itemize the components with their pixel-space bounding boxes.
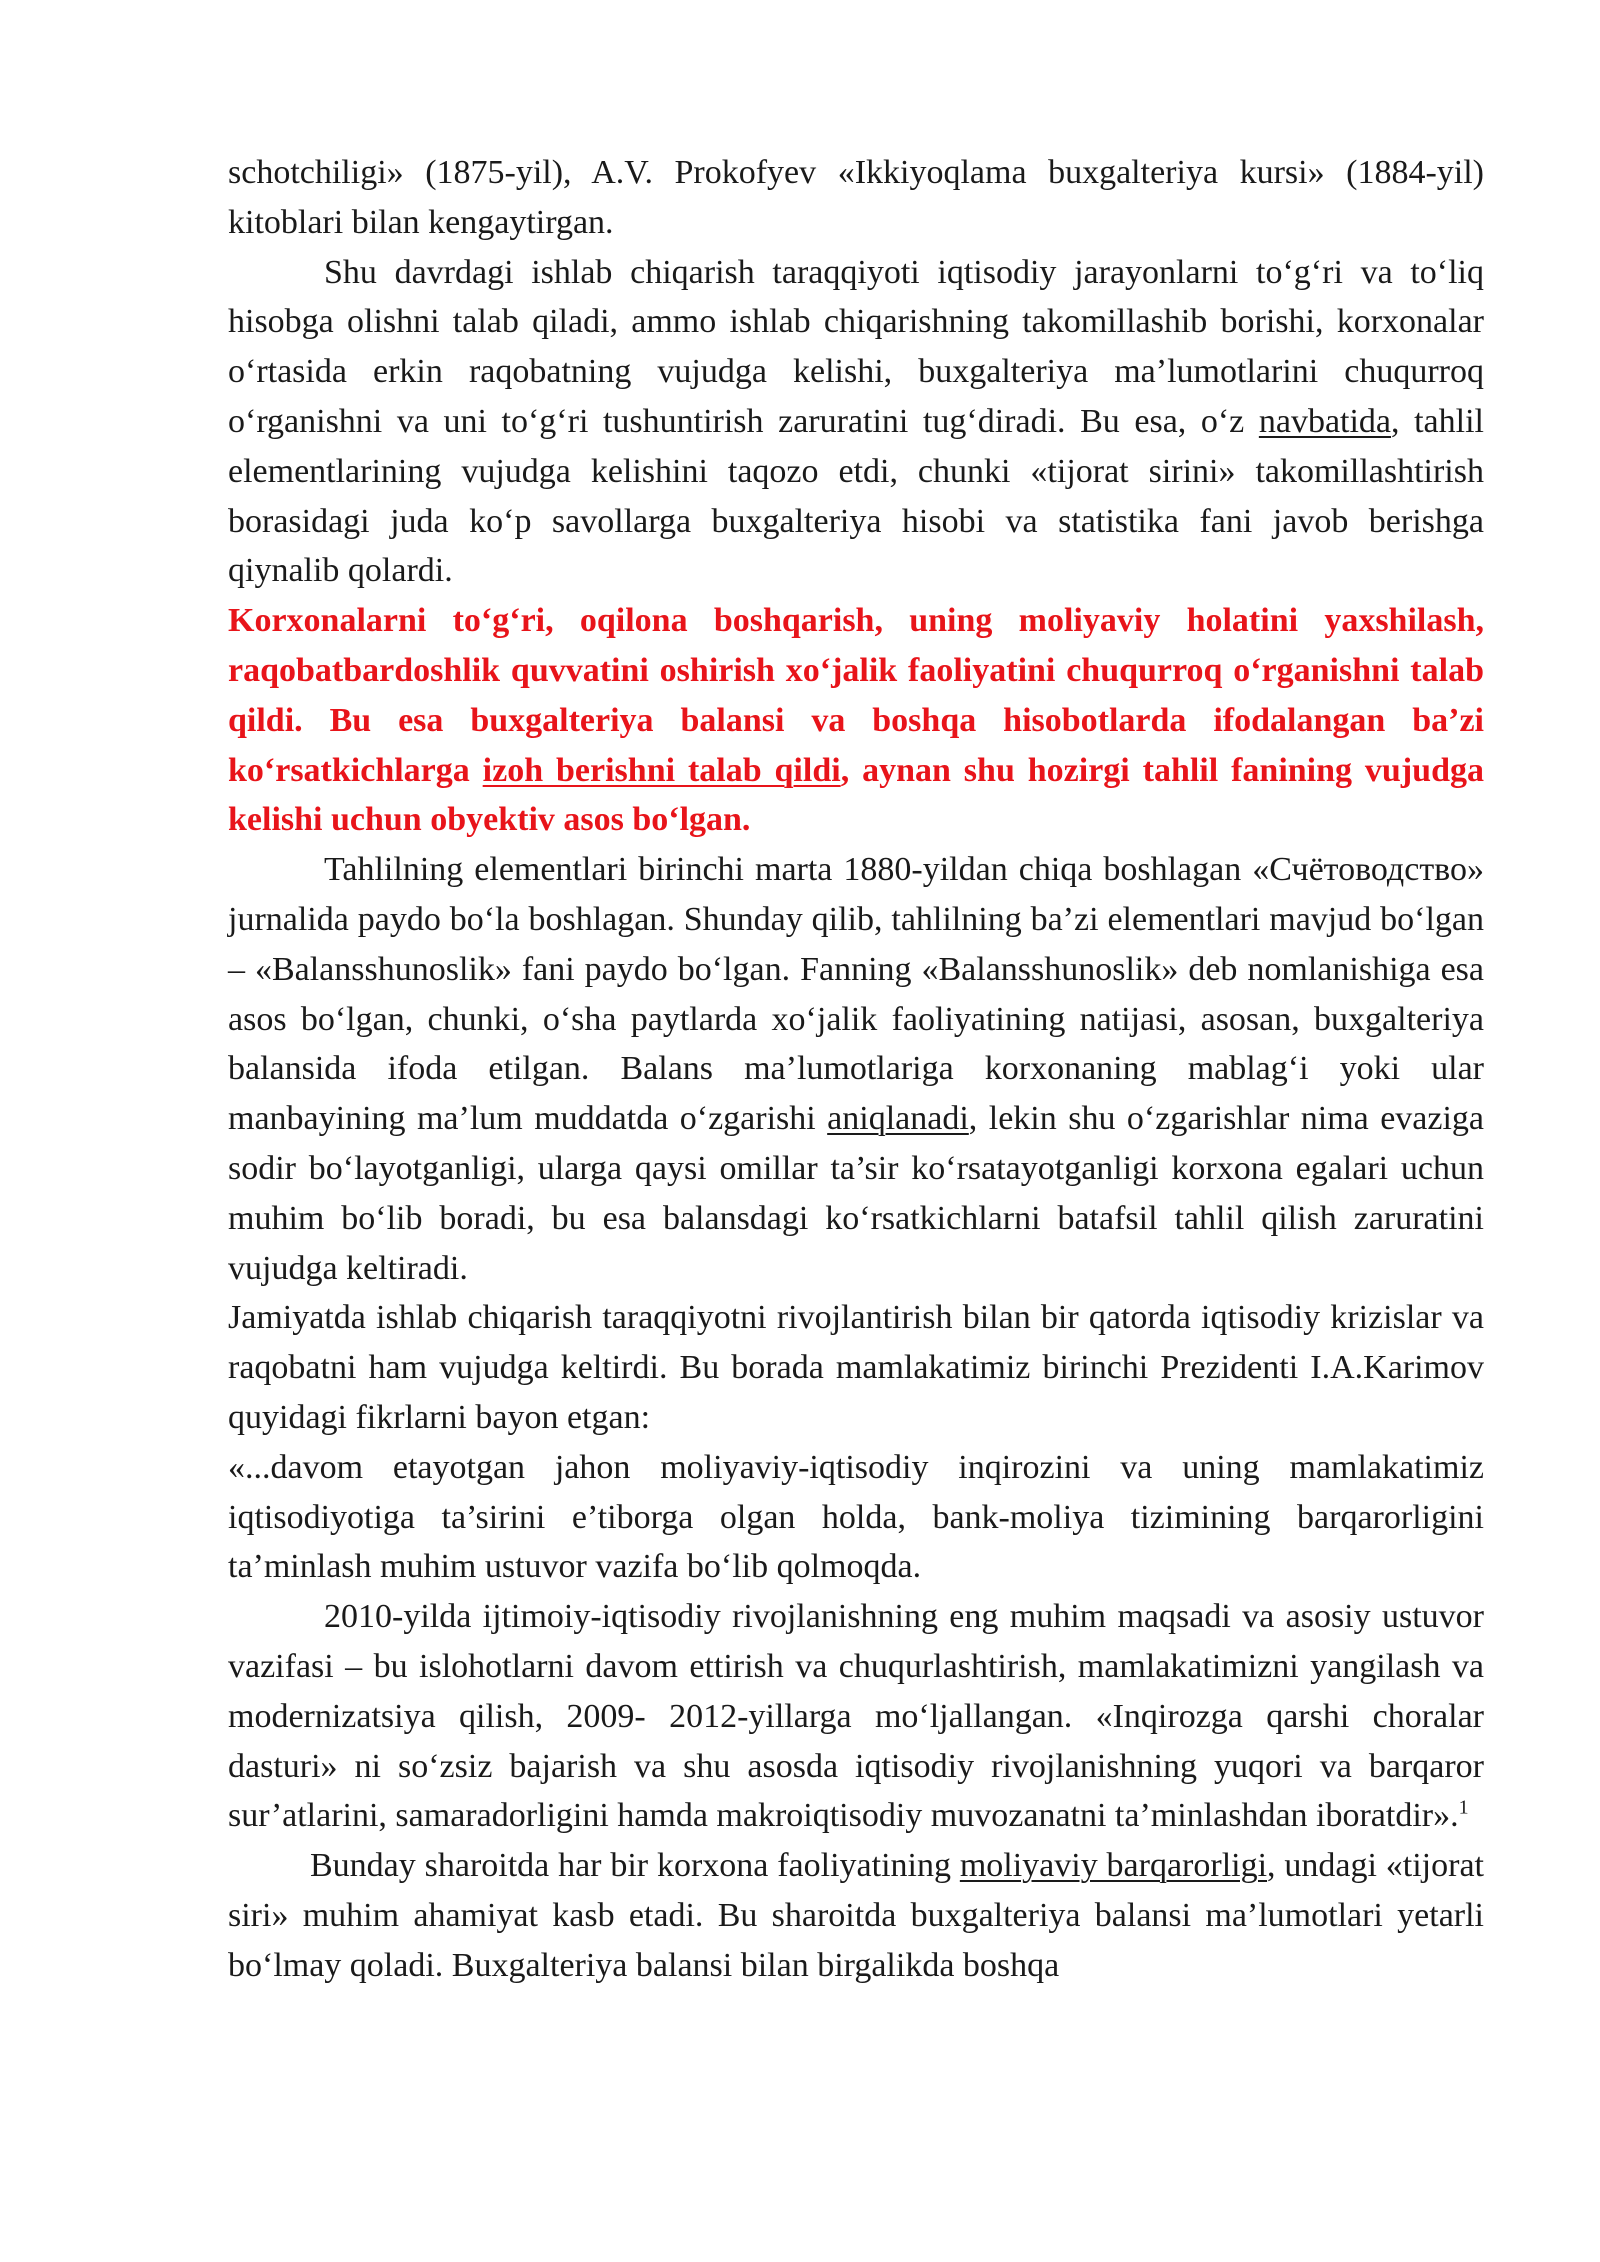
quote-paragraph-text: «...davom etayotgan jahon moliyaviy-iqtisodiy inqirozini va uning mamlakatimiz iqtisodiyotiga ta’sirini e’tiborga olgan holda, bank-moliya tizimining barqarorligini ta’minlash muhim ustuvor vazifa bo‘lib qolmoqda. [228,1448,1484,1586]
quote-paragraph [228,1443,1484,1592]
paragraph-8-underlined: moliyaviy barqarorligi [959,1847,1268,1885]
paragraph-1-text: schotchiligi» (1875-yil), A.V. Prokofyev «Ikkiyoqlama buxgalteriya kursi» (1884-yil) kitoblari bilan kengaytirgan. [228,154,1484,241]
paragraph-1 [228,148,1484,248]
paragraph-2-text-b: , tahlil elementlarining vujudga kelishini taqozo etdi, chunki «tijorat sirini» takomillashtirish borasidagi juda ko‘p savollarga buxgalteriya hisobi va statistika fani javob berishga qiynalib qolardi. [228,402,1484,590]
highlighted-paragraph [228,596,1484,845]
paragraph-8 [228,1841,1484,1990]
paragraph-2-underlined: navbatida [1258,402,1392,440]
paragraph-2 [228,248,1484,597]
paragraph-4-text-b: , lekin shu o‘zgarishlar nima evaziga sodir bo‘layotganligi, ularga qaysi omillar ta’sir ko‘rsatayotganligi korxona egalari uchun muhim bo‘lib boradi, bu esa balansdagi ko‘rsatkichlarni batafsil tahlil qilish zaruratini vujudga keltiradi. [228,1100,1485,1287]
paragraph-4 [228,845,1484,1293]
paragraph-8-text-a: Bunday sharoitda har bir korxona faoliyatining [310,1847,960,1885]
paragraph-8-text-b: , undagi «tijorat siri» muhim ahamiyat kasb etadi. Bu sharoitda buxgalteriya balansi ma’lumotlari yetarli bo‘lmay qoladi. Buxgalteriya balansi bilan birgalikda boshqa [228,1847,1484,1984]
paragraph-7 [228,1592,1484,1841]
paragraph-4-underlined: aniqlanadi [827,1100,969,1138]
paragraph-7-text: 2010-yilda ijtimoiy-iqtisodiy rivojlanishning eng muhim maqsadi va asosiy ustuvor vazifasi – bu islohotlarni davom ettirish va chuqurlashtirish, mamlakatimizni yangilash va modernizatsiya qilish, 2009- 2012-yillarga mo‘ljallangan. «Inqirozga qarshi choralar dasturi» ni so‘zsiz bajarish va shu asosda iqtisodiy rivojlanishning yuqori va barqaror sur’atlarini, samaradorligini hamda makroiqtisodiy muvozanatni ta’minlashdan iboratdir». [228,1598,1484,1835]
document-page [228,148,1484,1990]
paragraph-4-text-a: Tahlilning elementlari birinchi marta 1880-yildan chiqa boshlagan «Счётоводство» jurnalida paydo bo‘la boshlagan. Shunday qilib, tahlilning ba’zi elementlari mavjud bo‘lgan – «Balansshunoslik» fani paydo bo‘lgan. Fanning «Balansshunoslik» deb nomlanishiga esa asos bo‘lgan, chunki, o‘sha paytlarda xo‘jalik faoliyatining natijasi, asosan, buxgalteriya balansida ifoda etilgan. Balans ma’lumotlariga korxonaning mablag‘i yoki ular manbayining ma’lum muddatda o‘zgarishi [228,851,1484,1138]
highlighted-paragraph-text-b: , aynan shu hozirgi tahlil fanining vujudga kelishi uchun obyektiv asos bo‘lgan. [228,751,1484,839]
highlighted-paragraph-text-a: Korxonalarni to‘g‘ri, oqilona boshqarish, uning moliyaviy holatini yaxshilash, raqobatbardoshlik quvvatini oshirish xo‘jalik faoliyatini chuqurroq o‘rganishni talab qildi. Bu esa buxgalteriya balansi va boshqa hisobotlarda ifodalangan ba’zi ko‘rsatkichlarga [228,602,1484,789]
paragraph-5-text: Jamiyatda ishlab chiqarish taraqqiyotni rivojlantirish bilan bir qatorda iqtisodiy krizislar va raqobatni ham vujudga keltirdi. Bu borada mamlakatimiz birinchi Prezidenti I.A.Karimov quyidagi fikrlarni bayon etgan: [228,1299,1484,1436]
paragraph-5 [228,1293,1484,1442]
highlighted-paragraph-underlined: izoh berishni talab qildi [482,751,841,789]
footnote-marker[interactable]: 1 [1458,1796,1469,1819]
paragraph-2-text-a: Shu davrdagi ishlab chiqarish taraqqiyoti iqtisodiy jarayonlarni to‘g‘ri va to‘liq hisobga olishni talab qiladi, ammo ishlab chiqarishning takomillashib borishi, korxonalar o‘rtasida erkin raqobatning vujudga kelishi, buxgalteriya ma’lumotlarini chuqurroq o‘rganishni va uni to‘g‘ri tushuntirish zaruratini tug‘diradi. Bu esa, o‘z [228,253,1484,440]
